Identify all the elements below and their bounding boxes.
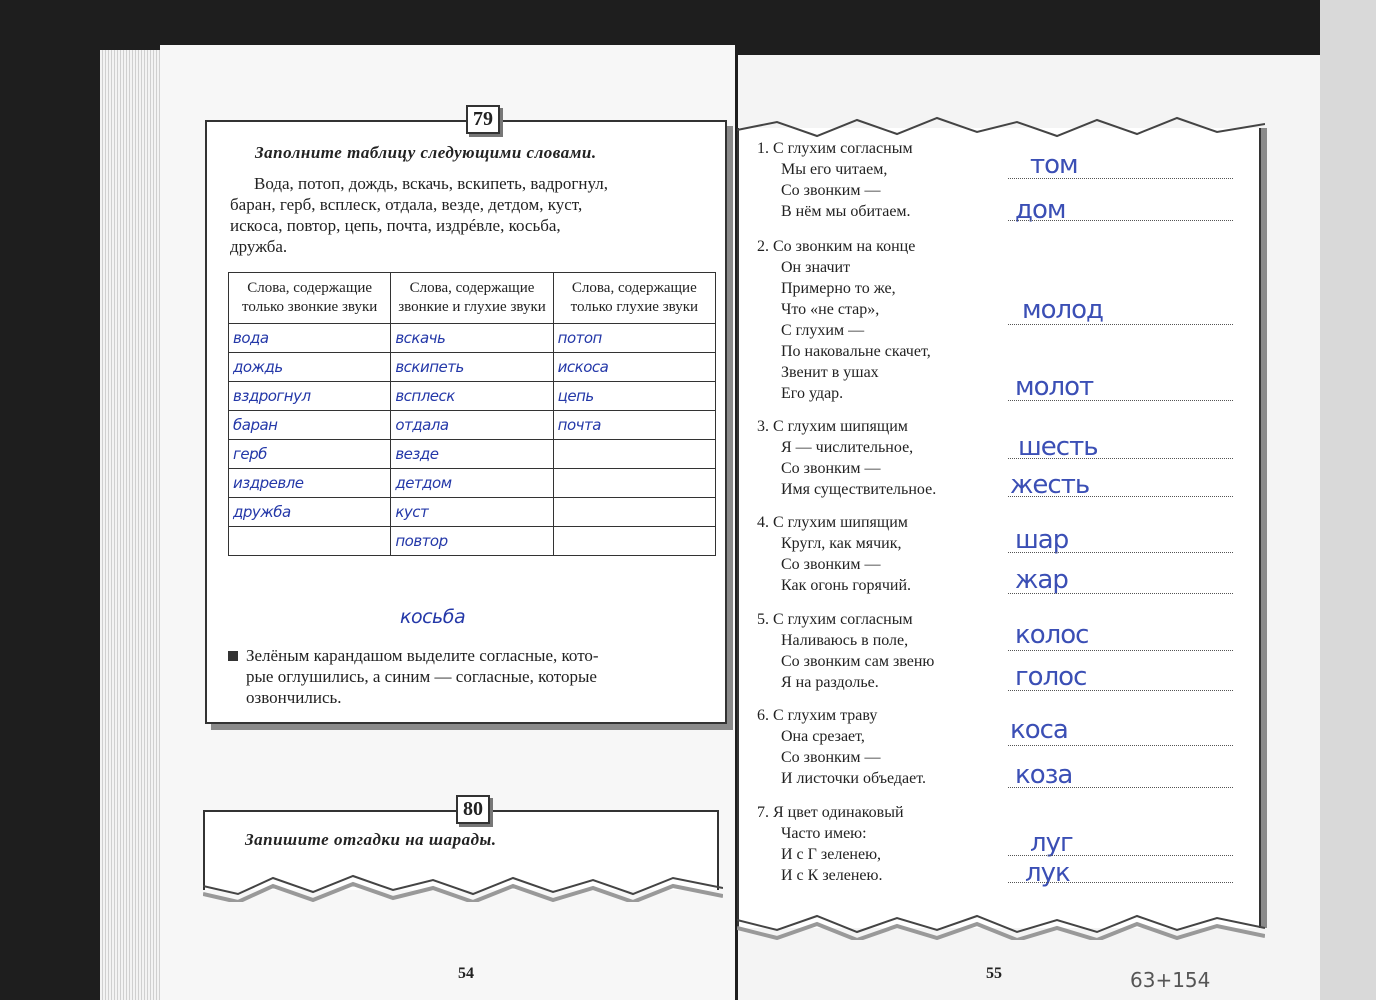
table-cell[interactable]: вода — [229, 324, 391, 353]
table-row — [229, 324, 716, 353]
left-page-number: 54 — [458, 965, 474, 982]
exercise-80-number: 80 — [456, 795, 490, 824]
header-voiced: Слова, содержащие только звонкие звуки — [229, 273, 391, 324]
riddle-line: 3. С глухим шипящим — [757, 418, 908, 435]
riddle-line: Я — числительное, — [781, 439, 914, 456]
answer-line[interactable] — [1008, 178, 1233, 179]
answer-3a: шесть — [1018, 432, 1098, 462]
riddle-line: Он значит — [781, 259, 851, 276]
riddle-6 — [757, 705, 926, 789]
words-line-4: дружба. — [230, 237, 288, 256]
answer-6b: коза — [1015, 760, 1073, 790]
answer-line[interactable] — [1008, 593, 1233, 594]
pencil-note: 63+154 — [1130, 968, 1211, 992]
words-line-1: Вода, потоп, дождь, вскачь, вскипеть, вадрогнул, — [254, 174, 608, 193]
answer-line[interactable] — [1008, 787, 1233, 788]
answer-4b: жар — [1015, 565, 1068, 595]
classification-table — [228, 272, 716, 556]
table-cell[interactable]: всплеск — [391, 382, 553, 411]
riddle-line: И листочки объедает. — [781, 770, 926, 787]
table-cell[interactable]: цепь — [553, 382, 715, 411]
riddle-5 — [757, 609, 934, 693]
task-line-2: рые оглушились, а синим — согласные, которые — [246, 667, 597, 686]
riddle-line: 1. С глухим согласным — [757, 140, 913, 157]
right-page-number: 55 — [986, 965, 1002, 982]
answer-1a: том — [1030, 150, 1078, 180]
answer-line[interactable] — [1008, 745, 1233, 746]
riddle-line: 6. С глухим траву — [757, 707, 878, 724]
riddle-line: 7. Я цвет одинаковый — [757, 804, 904, 821]
riddle-line: С глухим — — [781, 322, 865, 339]
riddle-line: И с Г зеленею, — [781, 846, 882, 863]
riddle-line: Со звонким — — [781, 749, 881, 766]
answer-line[interactable] — [1008, 220, 1233, 221]
table-cell[interactable]: куст — [391, 498, 553, 527]
answer-5b: голос — [1015, 662, 1087, 692]
table-cell[interactable]: отдала — [391, 411, 553, 440]
table-header-row — [229, 273, 716, 324]
table-row — [229, 498, 716, 527]
exercise-79-number: 79 — [466, 105, 500, 134]
answer-2b: молот — [1015, 372, 1094, 402]
answer-line[interactable] — [1008, 324, 1233, 325]
table-cell[interactable]: дружба — [229, 498, 391, 527]
table-cell[interactable] — [553, 498, 715, 527]
exercise-79-task — [228, 645, 718, 708]
table-row — [229, 411, 716, 440]
table-cell[interactable]: вскипеть — [391, 353, 553, 382]
answer-line[interactable] — [1008, 400, 1233, 401]
riddle-line: 2. Со звонким на конце — [757, 238, 916, 255]
riddle-1 — [757, 138, 913, 222]
answer-line[interactable] — [1008, 690, 1233, 691]
table-cell[interactable]: вздрогнул — [229, 382, 391, 411]
answer-2a: молод — [1022, 295, 1104, 325]
table-cell[interactable] — [229, 527, 391, 556]
table-cell[interactable]: издревле — [229, 469, 391, 498]
table-cell[interactable]: вскачь — [391, 324, 553, 353]
header-voiceless: Слова, содержащие только глухие звуки — [553, 273, 715, 324]
table-cell[interactable] — [553, 469, 715, 498]
answer-1b: дом — [1015, 195, 1066, 225]
riddle-line: Звенит в ушах — [781, 364, 879, 381]
table-cell[interactable]: баран — [229, 411, 391, 440]
riddle-line: По наковальне скачет, — [781, 343, 931, 360]
table-row — [229, 469, 716, 498]
riddle-line: Что «не стар», — [781, 301, 880, 318]
exercise-80-title: Запишите отгадки на шарады. — [245, 830, 497, 849]
answer-line[interactable] — [1008, 855, 1233, 856]
riddle-line: Я на раздолье. — [781, 674, 879, 691]
table-cell[interactable] — [553, 527, 715, 556]
riddle-line: 4. С глухим шипящим — [757, 514, 908, 531]
riddle-3 — [757, 416, 936, 500]
riddle-line: Со звонким сам звеню — [781, 653, 935, 670]
table-cell[interactable]: искоса — [553, 353, 715, 382]
exercise-79-title: Заполните таблицу следующими словами. — [255, 143, 597, 162]
riddle-4 — [757, 512, 911, 596]
task-line-3: озвончились. — [246, 688, 342, 707]
riddle-line: Она срезает, — [781, 728, 865, 745]
riddle-line: И с К зеленею. — [781, 867, 883, 884]
riddle-line: Имя существительное. — [781, 481, 937, 498]
answer-6a: коса — [1010, 715, 1068, 745]
riddle-line: Со звонким — — [781, 460, 881, 477]
answer-line[interactable] — [1008, 458, 1233, 459]
riddle-7 — [757, 802, 904, 886]
riddles-torn-bottom — [737, 910, 1265, 940]
task-line-1: Зелёным карандашом выделите согласные, кото- — [246, 646, 599, 665]
riddle-2 — [757, 236, 931, 404]
answer-line[interactable] — [1008, 650, 1233, 651]
table-cell[interactable]: повтор — [391, 527, 553, 556]
riddle-line: В нём мы обитаем. — [781, 203, 911, 220]
riddle-line: Как огонь горячий. — [781, 577, 912, 594]
exercise-79-words — [230, 173, 720, 257]
table-cell[interactable]: везде — [391, 440, 553, 469]
answer-line[interactable] — [1008, 552, 1233, 553]
riddle-line: Его удар. — [781, 385, 844, 402]
answer-4a: шар — [1015, 525, 1069, 555]
riddle-line: Со звонким — — [781, 182, 881, 199]
riddle-line: Примерно то же, — [781, 280, 896, 297]
riddle-line: Кругл, как мячик, — [781, 535, 902, 552]
answer-7b: лук — [1025, 858, 1070, 888]
words-line-3: искоса, повтор, цепь, почта, издрéвле, косьба, — [230, 216, 561, 235]
answer-3b: жесть — [1010, 470, 1090, 500]
header-mixed: Слова, содержащие звонкие и глухие звуки — [391, 273, 553, 324]
scanner-background — [1320, 0, 1376, 1000]
exercise-80-torn-edge — [203, 872, 723, 902]
table-cell[interactable]: детдом — [391, 469, 553, 498]
riddle-line: 5. С глухим согласным — [757, 611, 913, 628]
riddle-line: Часто имею: — [781, 825, 867, 842]
table-cell[interactable] — [553, 440, 715, 469]
riddle-line: Наливаюсь в поле, — [781, 632, 909, 649]
table-cell[interactable]: дождь — [229, 353, 391, 382]
table-row — [229, 440, 716, 469]
handwritten-extra-word: косьба — [400, 606, 466, 628]
answer-line[interactable] — [1008, 882, 1233, 883]
answer-7a: луг — [1030, 828, 1073, 858]
answer-5a: колос — [1015, 620, 1089, 650]
table-cell[interactable]: потоп — [553, 324, 715, 353]
table-row — [229, 353, 716, 382]
words-line-2: баран, герб, всплеск, отдала, везде, детдом, куст, — [230, 195, 583, 214]
riddle-line: Со звонким — — [781, 556, 881, 573]
bullet-square-icon — [228, 651, 238, 661]
table-cell[interactable]: герб — [229, 440, 391, 469]
table-row — [229, 527, 716, 556]
answer-line[interactable] — [1008, 496, 1233, 497]
table-cell[interactable]: почта — [553, 411, 715, 440]
riddle-line: Мы его читаем, — [781, 161, 888, 178]
table-row — [229, 382, 716, 411]
